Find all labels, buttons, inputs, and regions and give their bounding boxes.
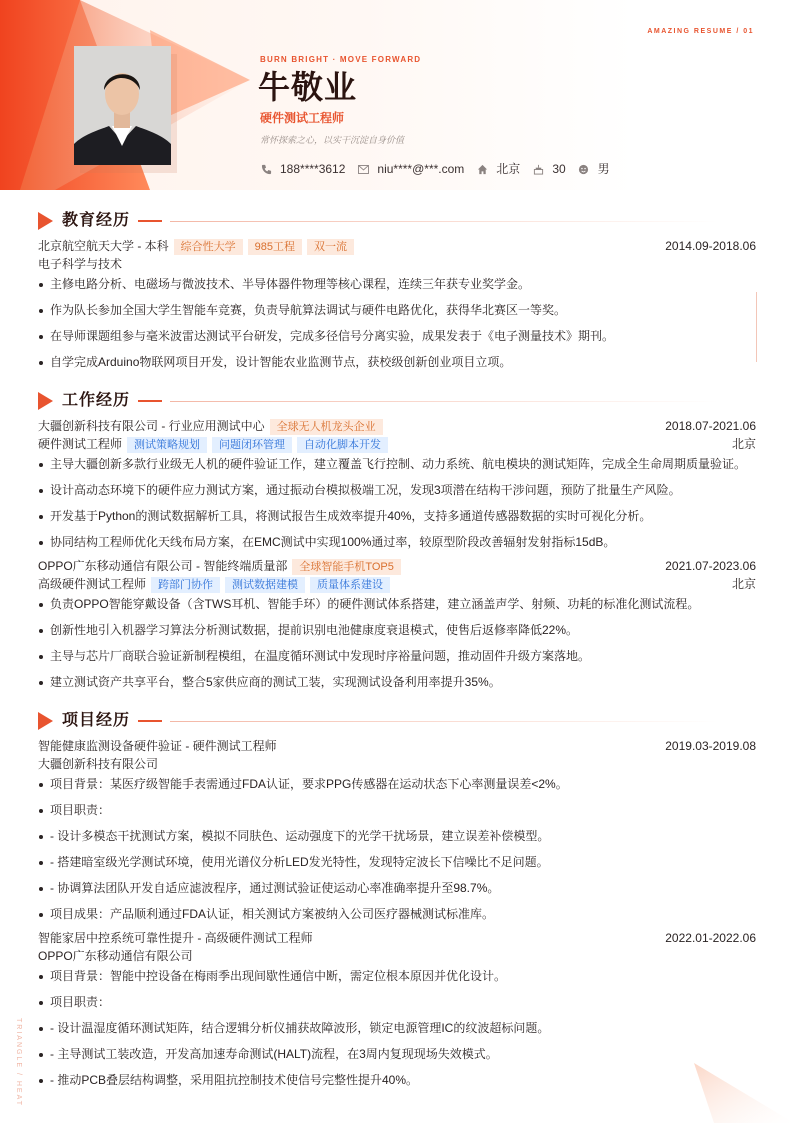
skill-tag: 跨部门协作 <box>151 577 220 593</box>
list-item: 开发基于Python的测试数据解析工具，将测试报告生成效率提升40%，支持多通道传感器数据的实时可视化分析。 <box>38 508 756 525</box>
resume-page-label: AMAZING RESUME / 01 <box>647 28 754 35</box>
skill-tag: 自动化脚本开发 <box>297 437 388 453</box>
project-date: 2022.01-2022.06 <box>665 931 756 945</box>
school-tag: 双一流 <box>307 239 354 255</box>
list-item: 项目背景：某医疗级智能手表需通过FDA认证，要求PPG传感器在运动状态下心率测量误差<2%。 <box>38 776 756 793</box>
company-tag: 全球无人机龙头企业 <box>270 419 383 435</box>
project-row <box>38 930 756 947</box>
list-item: 作为队长参加全国大学生智能车竞赛，负责导航算法调试与硬件电路优化，获得华北赛区一等奖。 <box>38 302 756 319</box>
project-date: 2019.03-2019.08 <box>665 739 756 753</box>
section-projects-header <box>38 711 758 731</box>
education-major-row <box>38 256 756 273</box>
job-role: 硬件测试工程师 <box>38 437 123 451</box>
list-item: 项目职责： <box>38 802 756 819</box>
job-date: 2018.07-2021.06 <box>665 419 756 433</box>
cake-icon <box>532 164 544 176</box>
project-company-row <box>38 948 756 965</box>
list-item: 主导大疆创新多款行业级无人机的硬件验证工作，建立覆盖飞行控制、动力系统、航电模块的测试矩阵，完成全生命周期质量验证。 <box>38 456 756 473</box>
section-title: 项目经历 <box>62 712 131 729</box>
job-row <box>38 558 756 575</box>
project-row <box>38 738 756 755</box>
list-item: - 协调算法团队开发自适应滤波程序，通过测试验证使运动心率准确率提升至98.7%。 <box>38 880 756 897</box>
list-item: 项目背景：智能中控设备在梅雨季出现间歇性通信中断，需定位根本原因并优化设计。 <box>38 968 756 985</box>
project-company: 大疆创新科技有限公司 <box>38 757 159 771</box>
slogan: BURN BRIGHT · MOVE FORWARD <box>260 55 422 64</box>
contact-age <box>532 162 565 177</box>
list-item: 创新性地引入机器学习算法分析测试数据，提前识别电池健康度衰退模式，使售后返修率降低22%。 <box>38 622 756 639</box>
skill-tag: 问题闭环管理 <box>212 437 292 453</box>
contact-gender <box>578 162 610 177</box>
motto: 常怀探索之心，以实干沉淀自身价值 <box>260 135 405 145</box>
section-divider <box>170 721 718 722</box>
school-tag: 985工程 <box>248 239 302 255</box>
triangle-icon <box>38 712 53 730</box>
education-date: 2014.09-2018.06 <box>665 239 756 253</box>
contact-bar <box>260 162 622 177</box>
company-name: 大疆创新科技有限公司 - 行业应用测试中心 <box>38 419 265 433</box>
contact-phone-text: 188****3612 <box>280 162 346 176</box>
triangle-icon <box>38 392 53 410</box>
side-label: TRIANGLE / HEAT <box>14 1018 22 1107</box>
skill-tag: 测试策略规划 <box>127 437 207 453</box>
phone-icon <box>260 164 272 176</box>
job-title: 硬件测试工程师 <box>260 111 345 125</box>
contact-phone <box>260 162 345 177</box>
list-item: - 搭建暗室级光学测试环境，使用光谱仪分析LED发光特性，发现特定波长下信噪比不足问题。 <box>38 854 756 871</box>
section-divider <box>170 401 718 402</box>
list-item: 设计高动态环境下的硬件应力测试方案，通过振动台模拟极端工况，发现3项潜在结构干涉问题，预防了批量生产风险。 <box>38 482 756 499</box>
job-role-row <box>38 576 756 593</box>
section-dash <box>138 400 162 402</box>
major: 电子科学与技术 <box>38 257 123 271</box>
section-education-header <box>38 211 758 231</box>
list-item: - 设计温湿度循环测试矩阵，结合逻辑分析仪捕获故障波形，锁定电源管理IC的纹波超标问题。 <box>38 1020 756 1037</box>
list-item: 主导与芯片厂商联合验证新制程模组，在温度循环测试中发现时序裕量问题，推动固件升级方案落地。 <box>38 648 756 665</box>
section-dash <box>138 220 162 222</box>
list-item: 项目成果：产品顺利通过FDA认证，相关测试方案被纳入公司医疗器械测试标准库。 <box>38 906 756 923</box>
mail-icon <box>357 164 369 176</box>
list-item: 建立测试资产共享平台，整合5家供应商的测试工装，实现测试设备利用率提升35%。 <box>38 674 756 691</box>
contact-city <box>476 162 520 177</box>
job-role: 高级硬件测试工程师 <box>38 577 147 591</box>
job-date: 2021.07-2023.06 <box>665 559 756 573</box>
contact-email <box>357 162 464 177</box>
skill-tag: 测试数据建模 <box>225 577 305 593</box>
school-tag: 综合性大学 <box>174 239 243 255</box>
contact-city-text: 北京 <box>496 162 521 176</box>
section-work-header <box>38 391 758 411</box>
list-item: 在导师课题组参与毫米波雷达测试平台研发，完成多径信号分离实验，成果发表于《电子测量技术》期刊。 <box>38 328 756 345</box>
list-item: - 推动PCB叠层结构调整，采用阻抗控制技术使信号完整性提升40%。 <box>38 1072 756 1089</box>
list-item: 主修电路分析、电磁场与微波技术、半导体器件物理等核心课程，连续三年获专业奖学金。 <box>38 276 756 293</box>
section-divider <box>170 221 718 222</box>
school-name: 北京航空航天大学 - 本科 <box>38 239 169 253</box>
section-title: 工作经历 <box>62 392 131 409</box>
list-item: 负责OPPO智能穿戴设备（含TWS耳机、智能手环）的硬件测试体系搭建，建立涵盖声学、射频、功耗的标准化测试流程。 <box>38 596 756 613</box>
education-row <box>38 238 756 255</box>
contact-gender-text: 男 <box>597 162 610 176</box>
list-item: 自学完成Arduino物联网项目开发，设计智能农业监测节点，获校级创新创业项目立项。 <box>38 354 756 371</box>
list-item: - 主导测试工装改造，开发高加速寿命测试(HALT)流程，在3周内复现现场失效模式。 <box>38 1046 756 1063</box>
project-company-row <box>38 756 756 773</box>
job-row <box>38 418 756 435</box>
project-name: 智能家居中控系统可靠性提升 - 高级硬件测试工程师 <box>38 931 313 945</box>
job-city: 北京 <box>731 437 756 451</box>
avatar <box>74 46 171 165</box>
section-title: 教育经历 <box>62 212 131 229</box>
contact-age-text: 30 <box>552 162 566 176</box>
company-name: OPPO广东移动通信有限公司 - 智能终端质量部 <box>38 559 288 573</box>
job-city: 北京 <box>731 577 756 591</box>
company-tag: 全球智能手机TOP5 <box>292 559 401 575</box>
contact-email-text: niu****@***.com <box>377 162 465 176</box>
skill-tag: 质量体系建设 <box>310 577 390 593</box>
side-rule <box>756 292 757 362</box>
list-item: 协同结构工程师优化天线布局方案，在EMC测试中实现100%通过率，较原型阶段改善辐射发射指标15dB。 <box>38 534 756 551</box>
corner-triangle <box>694 1063 794 1123</box>
triangle-icon <box>38 212 53 230</box>
project-company: OPPO广东移动通信有限公司 <box>38 949 193 963</box>
list-item: - 设计多模态干扰测试方案，模拟不同肤色、运动强度下的光学干扰场景，建立误差补偿模型。 <box>38 828 756 845</box>
project-name: 智能健康监测设备硬件验证 - 硬件测试工程师 <box>38 739 277 753</box>
section-dash <box>138 720 162 722</box>
resume-header <box>0 0 794 190</box>
job-role-row <box>38 436 756 453</box>
person-icon <box>578 164 590 176</box>
candidate-name: 牛敬业 <box>258 69 358 105</box>
home-icon <box>476 164 488 176</box>
list-item: 项目职责： <box>38 994 756 1011</box>
